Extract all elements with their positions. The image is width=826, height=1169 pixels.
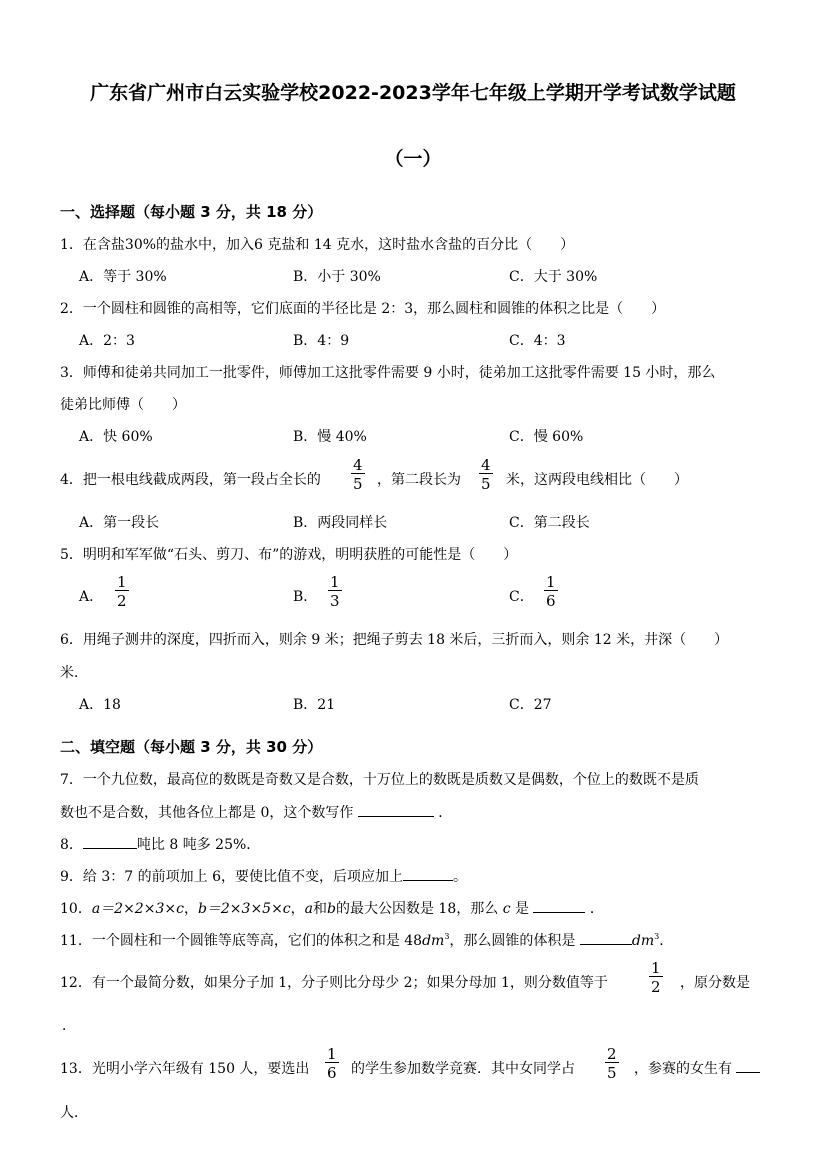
q5-option-c-fraction: $\frac{1}{6}$ xyxy=(546,573,556,610)
q8-answer-blank[interactable] xyxy=(83,836,137,849)
q11-unit-sup-2: 3 xyxy=(654,932,660,941)
q2-option-a: A．2：3 xyxy=(79,333,135,349)
q13-fraction-1: $\frac{1}{6}$ xyxy=(327,1045,337,1082)
q4-option-a: A．第一段长 xyxy=(79,515,160,531)
question-4-part1: 4．把一根电线截成两段，第一段占全长的 xyxy=(60,472,321,488)
question-7-line2 xyxy=(60,802,452,822)
q4-option-c: C．第二段长 xyxy=(509,515,590,531)
question-12-end: ． xyxy=(62,1018,76,1034)
question-4-part3: 米，这两段电线相比（ ） xyxy=(506,472,688,488)
page-title: 广东省广州市白云实验学校2022-2023学年七年级上学期开学考试数学试题 xyxy=(90,82,736,104)
question-8 xyxy=(60,834,260,854)
question-7-line1: 7．一个九位数，最高位的数既是奇数又是合数，十万位上的数既是质数又是偶数，个位上的数既不是质 xyxy=(60,772,699,788)
q8-text: 吨比 8 吨多 25%． xyxy=(136,837,261,853)
q5-option-a-label: A． xyxy=(79,589,104,605)
q13-answer-blank[interactable] xyxy=(736,1060,760,1073)
question-3-line1: 3．师傅和徒弟共同加工一批零件，师傅加工这批零件需要 9 小时，徒弟加工这批零件需要 15 小时，那么 xyxy=(60,365,716,381)
section-heading-fill: 二、填空题（每小题 3 分，共 30 分） xyxy=(60,738,323,756)
question-4-part2: ，第二段长为 xyxy=(377,472,461,488)
question-12: 12．有一个最简分数，如果分子加 1，分子则比分母少 2；如果分母加 1，则分数值等于 xyxy=(60,975,608,991)
q4-fraction-1: $\frac{4}{5}$ xyxy=(353,456,363,493)
question-10 xyxy=(60,898,604,918)
question-13-line2: 人． xyxy=(60,1105,88,1121)
q7-end: ． xyxy=(438,805,453,821)
q13-fraction-2: $\frac{2}{5}$ xyxy=(607,1045,617,1082)
q6-option-c: C．27 xyxy=(509,697,552,713)
q11-unit-2: dm xyxy=(631,933,655,949)
q9-end: 。 xyxy=(452,869,467,885)
question-6-line2: 米． xyxy=(60,665,88,681)
q2-option-c: C．4：3 xyxy=(509,333,566,349)
question-13-mid: 的学生参加数学竞赛．其中女同学占 xyxy=(351,1061,575,1077)
q8-prefix: 8． xyxy=(60,837,83,853)
q11-unit-sup: 3 xyxy=(444,932,450,941)
q11-end: ． xyxy=(659,933,674,949)
q10-b-equation: b＝2×3×5×c xyxy=(197,901,291,917)
section-heading-choice: 一、选择题（每小题 3 分，共 18 分） xyxy=(60,203,323,221)
question-6-line1: 6．用绳子测井的深度，四折而入，则余 9 米；把绳子剪去 18 米后，三折而入，则余 12 米，井深（ ） xyxy=(60,632,729,648)
q10-sep-2: ， xyxy=(290,901,305,917)
q4-fraction-2: $\frac{4}{5}$ xyxy=(481,456,491,493)
q9-answer-blank[interactable] xyxy=(403,868,453,881)
question-11 xyxy=(60,930,673,950)
q12-fraction: $\frac{1}{2}$ xyxy=(651,959,661,996)
q1-option-b: B．小于 30% xyxy=(293,269,381,285)
q6-option-a: A．18 xyxy=(79,697,121,713)
q10-tail: 的最大公因数是 18，那么 xyxy=(335,901,499,917)
q11-unit: dm xyxy=(422,933,445,949)
q10-var-b: b xyxy=(327,901,336,917)
q2-option-b: B．4：9 xyxy=(293,333,350,349)
q5-option-c-label: C． xyxy=(509,589,534,605)
q3-option-c: C．慢 60% xyxy=(509,429,584,445)
q6-option-b: B．21 xyxy=(293,697,336,713)
q10-var-c: c xyxy=(502,901,511,917)
q5-option-b-fraction: $\frac{1}{3}$ xyxy=(330,573,340,610)
question-5: 5．明明和军军做“石头、剪刀、布”的游戏，明明获胜的可能性是（ ） xyxy=(60,547,518,563)
q4-option-b: B．两段同样长 xyxy=(293,515,388,531)
question-9 xyxy=(60,866,467,886)
q1-option-a: A．等于 30% xyxy=(79,269,167,285)
q1-option-c: C．大于 30% xyxy=(509,269,598,285)
q10-is: 是 xyxy=(515,901,529,917)
page-subtitle: （一） xyxy=(384,148,442,170)
q10-sep: ， xyxy=(183,901,198,917)
q10-prefix: 10． xyxy=(60,901,92,917)
q9-text: 9．给 3：7 的前项加上 6，要使比值不变，后项应加上 xyxy=(60,869,403,885)
q10-end: ． xyxy=(589,901,604,917)
q13-tail-text: ，参赛的女生有 xyxy=(634,1061,732,1077)
q11-answer-blank[interactable] xyxy=(580,932,632,945)
q11-text: 11．一个圆柱和一个圆锥等底等高，它们的体积之和是 48 xyxy=(60,933,423,949)
q10-a-equation: a＝2×2×3×c xyxy=(91,901,184,917)
question-1: 1．在含盐30%的盐水中，加入6 克盐和 14 克水，这时盐水含盐的百分比（ ） xyxy=(60,237,575,253)
q3-option-b: B．慢 40% xyxy=(293,429,367,445)
question-13-tail xyxy=(634,1058,760,1078)
question-2: 2．一个圆柱和圆锥的高相等，它们底面的半径比是 2：3，那么圆柱和圆锥的体积之比是（ ） xyxy=(60,301,666,317)
question-12-tail: ，原分数是 xyxy=(680,975,750,991)
q7-text: 数也不是合数，其他各位上都是 0，这个数写作 xyxy=(60,805,354,821)
q10-answer-blank[interactable] xyxy=(533,900,585,913)
question-13: 13．光明小学六年级有 150 人，要选出 xyxy=(60,1061,310,1077)
q5-option-a-fraction: $\frac{1}{2}$ xyxy=(117,573,127,610)
q10-var-a: a xyxy=(304,901,314,917)
question-3-line2: 徒弟比师傅（ ） xyxy=(60,397,186,413)
q11-mid: ，那么圆锥的体积是 xyxy=(449,933,576,949)
q3-option-a: A．快 60% xyxy=(79,429,153,445)
q7-answer-blank[interactable] xyxy=(358,804,434,817)
q5-option-b-label: B． xyxy=(293,589,318,605)
q10-mid: 和 xyxy=(313,901,328,917)
